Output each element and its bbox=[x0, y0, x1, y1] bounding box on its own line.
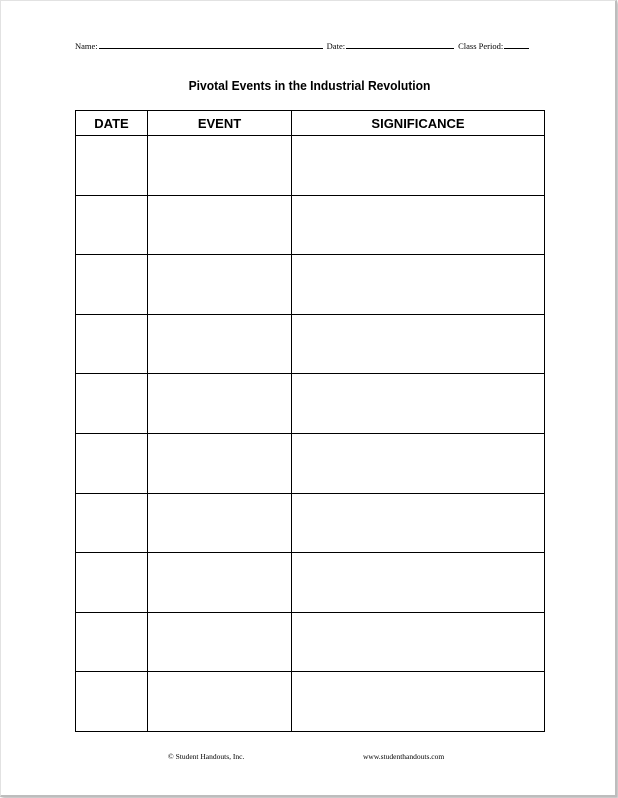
significance-cell[interactable] bbox=[292, 433, 545, 493]
table-row bbox=[76, 612, 545, 672]
event-cell[interactable] bbox=[148, 553, 292, 613]
event-cell[interactable] bbox=[148, 136, 292, 196]
table-row bbox=[76, 136, 545, 196]
event-cell[interactable] bbox=[148, 255, 292, 315]
column-header-date: DATE bbox=[76, 111, 148, 136]
table-body bbox=[76, 136, 545, 732]
table-row bbox=[76, 195, 545, 255]
date-cell[interactable] bbox=[76, 553, 148, 613]
table-row bbox=[76, 433, 545, 493]
significance-cell[interactable] bbox=[292, 612, 545, 672]
table-row bbox=[76, 255, 545, 315]
date-cell[interactable] bbox=[76, 433, 148, 493]
table-row bbox=[76, 374, 545, 434]
table-row bbox=[76, 493, 545, 553]
event-cell[interactable] bbox=[148, 314, 292, 374]
worksheet-title: Pivotal Events in the Industrial Revolution bbox=[188, 78, 431, 93]
significance-cell[interactable] bbox=[292, 195, 545, 255]
event-cell[interactable] bbox=[148, 672, 292, 732]
significance-cell[interactable] bbox=[292, 553, 545, 613]
column-header-significance: SIGNIFICANCE bbox=[292, 111, 545, 136]
student-info-line bbox=[75, 40, 545, 51]
name-label: Name: bbox=[75, 41, 98, 51]
date-blank bbox=[346, 40, 454, 49]
table-row bbox=[76, 672, 545, 732]
date-label: Date: bbox=[326, 41, 346, 51]
column-header-event: EVENT bbox=[148, 111, 292, 136]
event-cell[interactable] bbox=[148, 433, 292, 493]
date-cell[interactable] bbox=[76, 374, 148, 434]
event-cell[interactable] bbox=[148, 612, 292, 672]
date-cell[interactable] bbox=[76, 612, 148, 672]
footer-url: www.studenthandouts.com bbox=[363, 752, 445, 761]
event-cell[interactable] bbox=[148, 374, 292, 434]
significance-cell[interactable] bbox=[292, 136, 545, 196]
name-blank bbox=[99, 40, 323, 49]
date-cell[interactable] bbox=[76, 672, 148, 732]
significance-cell[interactable] bbox=[292, 493, 545, 553]
class-period-label: Class Period: bbox=[458, 41, 504, 51]
date-cell[interactable] bbox=[76, 493, 148, 553]
event-cell[interactable] bbox=[148, 195, 292, 255]
table-row bbox=[76, 314, 545, 374]
class-period-blank bbox=[504, 40, 529, 49]
date-cell[interactable] bbox=[76, 255, 148, 315]
date-cell[interactable] bbox=[76, 314, 148, 374]
footer-copyright: © Student Handouts, Inc. bbox=[168, 752, 245, 761]
table-header-row bbox=[76, 111, 545, 136]
table-row bbox=[76, 553, 545, 613]
significance-cell[interactable] bbox=[292, 374, 545, 434]
date-cell[interactable] bbox=[76, 136, 148, 196]
events-table bbox=[75, 110, 545, 732]
significance-cell[interactable] bbox=[292, 672, 545, 732]
significance-cell[interactable] bbox=[292, 255, 545, 315]
significance-cell[interactable] bbox=[292, 314, 545, 374]
event-cell[interactable] bbox=[148, 493, 292, 553]
date-cell[interactable] bbox=[76, 195, 148, 255]
